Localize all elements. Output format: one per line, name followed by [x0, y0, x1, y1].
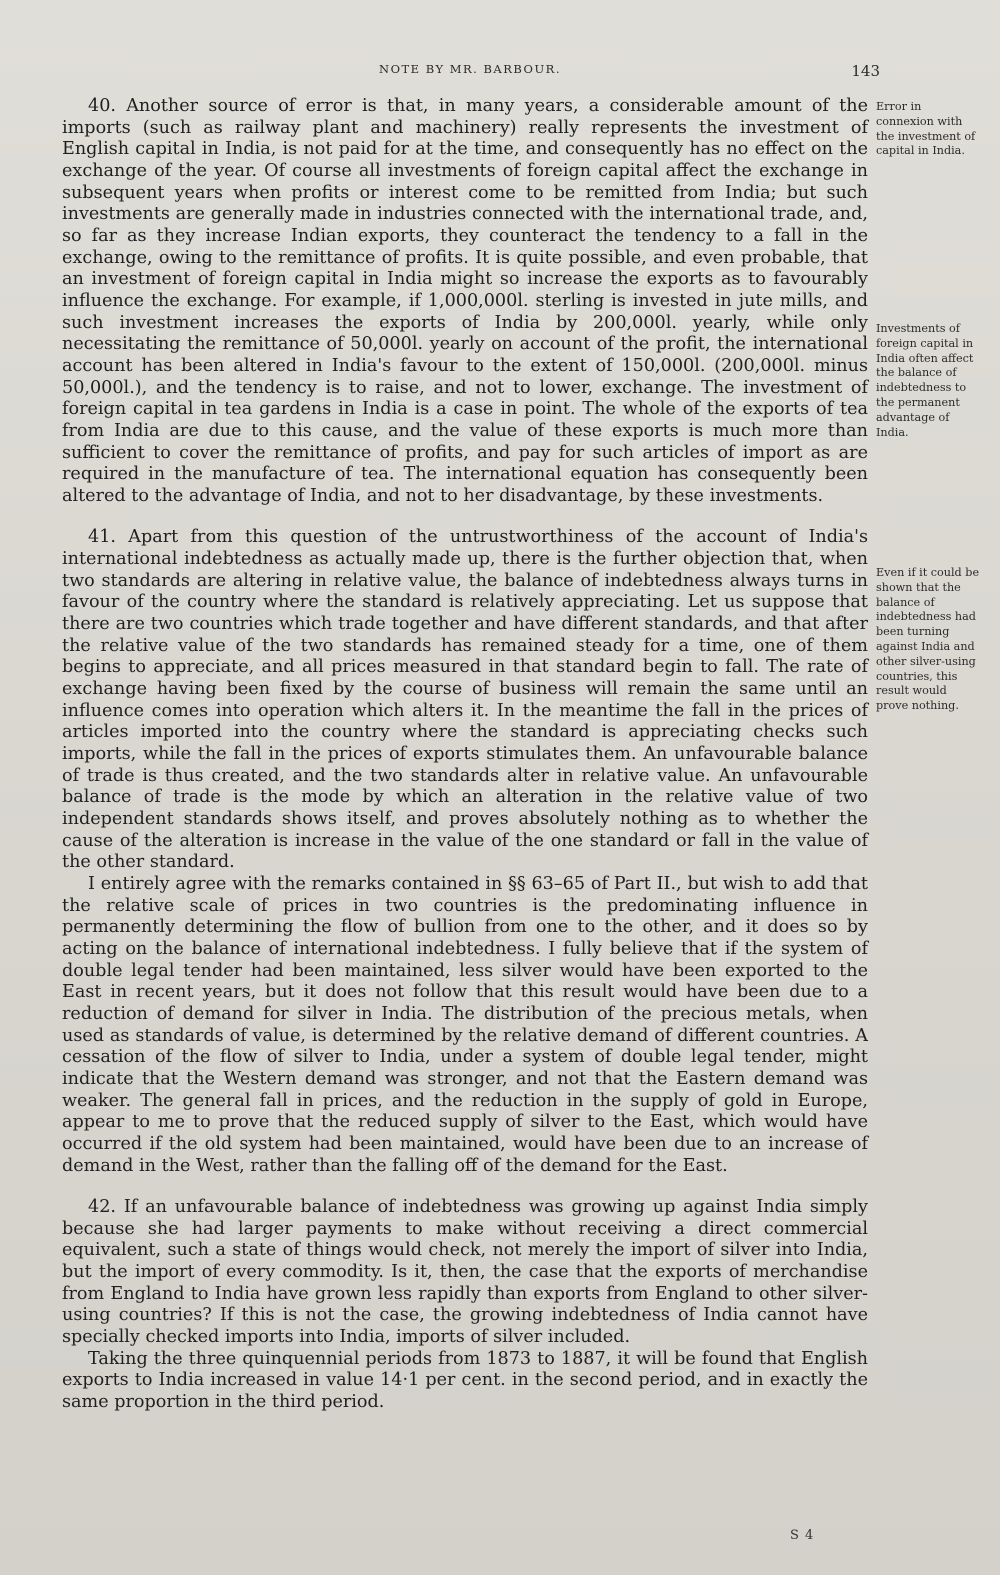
- paragraph-42: 42. If an unfavourable balance of indebtedness was growing up against India simply because she had larger payments to make without receiving a direct commercial equivalent, such a state of things would check, not merely the import of silver into India, but the import of every commodity. Is it, then, the case that the exports of merchandise from England to India have grown less rapidly than exports from England to other silver-using countries? If this is not the case, the growing indebtedness of India cannot have specially checked imports into India, imports of silver included.: [62, 1197, 868, 1348]
- running-title: NOTE BY MR. BARBOUR.: [379, 62, 561, 76]
- page-header: [60, 62, 880, 84]
- page-number: 143: [851, 62, 880, 80]
- paragraph-41: 41. Apart from this question of the untrustworthiness of the account of India's international indebtedness as actually made up, there is the further objection that, when two standards are altering in relative value, the balance of indebtedness always turns in favour of the country where the standard is relatively appreciating. Let us suppose that there are two countries which trade together and have different standards, and that after the relative value of the two standards has remained steady for a time, one of them begins to appreciate, and all prices measured in that standard begin to fall. The rate of exchange having been fixed by the course of business will remain the same until an influence comes into operation which alters it. In the meantime the fall in the prices of articles imported into the country where the standard is appreciating checks such imports, while the fall in the prices of exports stimulates them. An unfavourable balance of trade is thus created, and the two standards alter in relative value. An unfavourable balance of trade is the mode by which an alteration in the relative value of two independent standards shows itself, and proves absolutely nothing as to whether the cause of the alteration is increase in the value of the one standard or fall in the value of the other standard.: [62, 527, 868, 873]
- paragraph-42-continued: Taking the three quinquennial periods from 1873 to 1887, it will be found that English exports to India increased in value 14·1 per cent. in the second period, and in exactly the same proportion in the third period.: [62, 1348, 868, 1413]
- paragraph-41-continued: I entirely agree with the remarks contained in §§ 63–65 of Part II., but wish to add that the relative scale of prices in two countries is the predominating influence in permanently determining the flow of bullion from one to the other, and it does so by acting on the balance of international indebtedness. I fully believe that if the system of double legal tender had been maintained, less silver would have been exported to the East in recent years, but it does not follow that this result would have been due to a reduction of demand for silver in India. The distribution of the precious metals, when used as standards of value, is determined by the relative demand of different countries. A cessation of the flow of silver to India, under a system of double legal tender, might indicate that the Western demand was stronger, and not that the Eastern demand was weaker. The general fall in prices, and the reduction in the supply of gold in Europe, appear to me to prove that the reduced supply of silver to the East, which would have occurred if the old system had been maintained, would have been due to an increase of demand in the West, rather than the falling off of the demand for the East.: [62, 873, 868, 1176]
- sidenote-investments-foreign-capital: Investments of foreign capital in India often affect the balance of indebtedness to the permanent advantage of India.: [876, 322, 974, 439]
- paragraph-40: 40. Another source of error is that, in many years, a considerable amount of the imports (such as railway plant and machinery) really represents the investment of English capital in India, is not paid for at the time, and consequently has no effect on the exchange of the year. Of course all investments of foreign capital affect the exchange in subsequent years when profits or interest come to be remitted from India; but such investments are generally made in industries connected with the international trade, and, so far as they increase Indian exports, they counteract the tendency to a fall in the exchange, owing to the remittance of profits. It is quite possible, and even probable, that an investment of foreign capital in India might so increase the exports as to favourably influence the exchange. For example, if 1,000,000l. sterling is invested in jute mills, and such investment increases the exports of India by 200,000l. yearly, while only necessitating the remittance of 50,000l. yearly on account of the profit, the international account has been altered in India's favour to the extent of 150,000l. (200,000l. minus 50,000l.), and the tendency is to raise, and not to lower, exchange. The investment of foreign capital in tea gardens in India is a case in point. The whole of the exports of tea from India are due to this cause, and the value of these exports is much more than sufficient to cover the remittance of profits, and pay for such articles of import as are required in the manufacture of tea. The international equation has consequently been altered to the advantage of India, and not to her disadvantage, by these investments.: [62, 96, 868, 506]
- sidenote-error-in-connexion: Error in connexion with the investment of capital in India.: [876, 100, 976, 158]
- signature-mark: S 4: [790, 1528, 815, 1543]
- body-text: [62, 96, 868, 1414]
- sidenote-even-if-shown: Even if it could be shown that the balance of indebtedness had been turning against India and other silver-using countries, this result would prove nothing.: [876, 566, 980, 713]
